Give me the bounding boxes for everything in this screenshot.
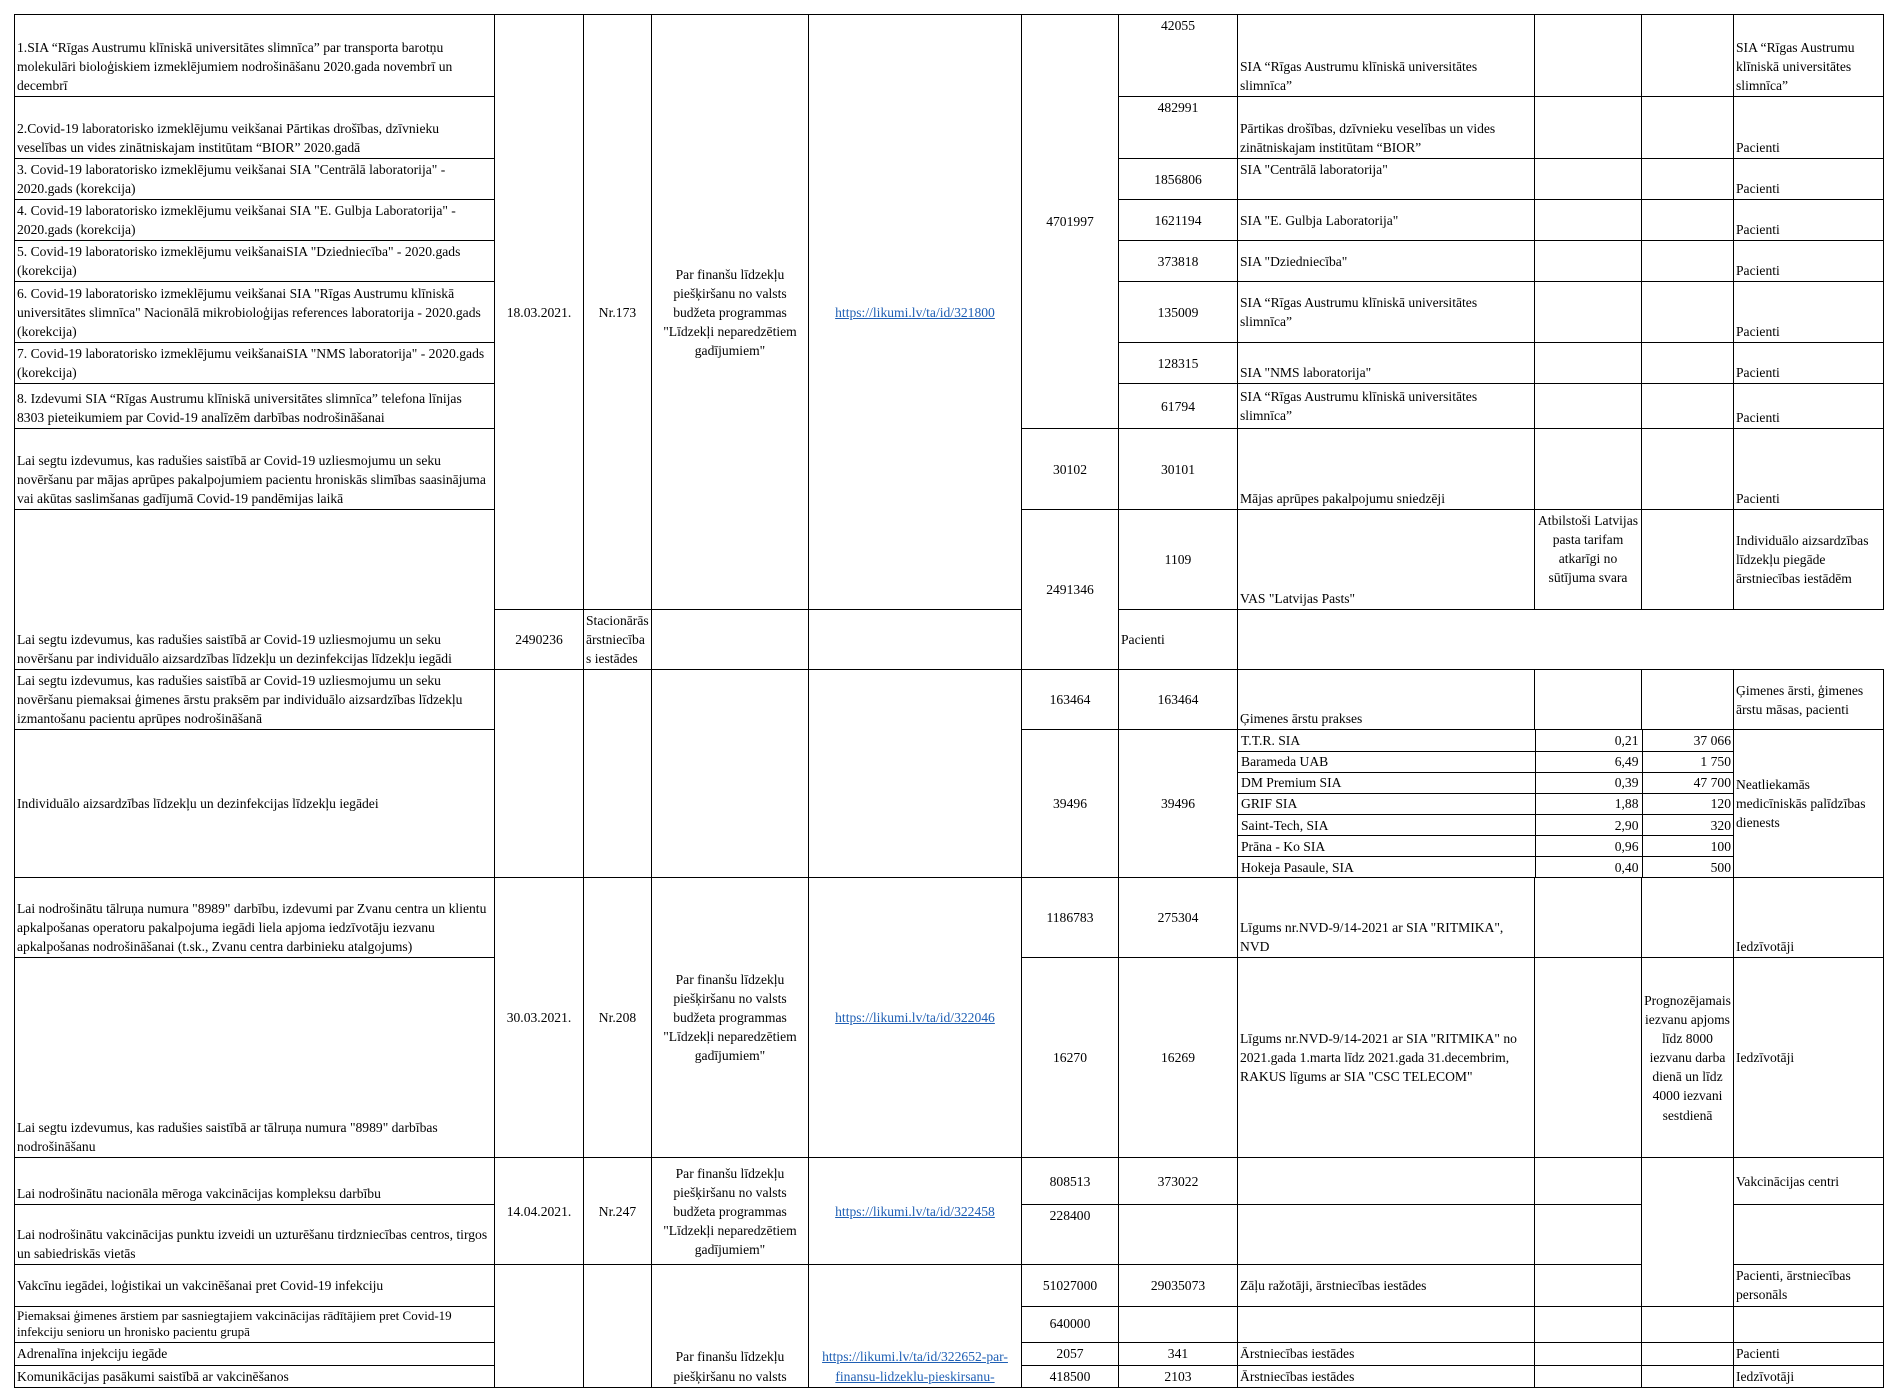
decision-number-cell: Nr.208 [584,878,652,1158]
quantity-cell [1642,282,1734,343]
total-amount-cell: 228400 [1022,1205,1119,1265]
amount-cell: 2103 [1119,1365,1238,1387]
supplier-row [1238,857,1734,878]
table-row [15,1158,1884,1205]
price-cell [1535,878,1642,958]
quantity-cell [809,610,1022,670]
program-cell: Par finanšu līdzekļu piešķiršanu no valsts budžeta programmas "Līdzekļi neparedzētiem gadījumiem" [652,15,809,610]
description-cell: Adrenalīna injekciju iegāde [15,1342,495,1365]
total-amount-cell: 2491346 [1022,510,1119,670]
quantity-cell [1642,510,1734,610]
amount-cell: 61794 [1119,384,1238,429]
supplier-name-cell: Hokeja Pasaule, SIA [1238,857,1535,878]
amount-cell: 1109 [1119,510,1238,610]
amount-cell: 1621194 [1119,200,1238,241]
legal-link-cell [809,1265,1022,1387]
total-amount-cell: 16270 [1022,958,1119,1158]
recipient-cell: SIA "Dziedniecība" [1238,241,1535,282]
supplier-block [1238,730,1734,878]
description-cell: 6. Covid-19 laboratorisko izmeklējumu veikšanai SIA "Rīgas Austrumu klīniskā universitātes slimnīca" Nacionālā mikrobioloģijas references laboratorija - 2020.gads (korekcija) [15,282,495,343]
supplier-list [1238,730,1734,877]
description-cell: Piemaksai ģimenes ārstiem par sasniegtajiem vakcinācijas rādītājiem pret Covid-19 infekciju senioru un hronisko pacientu grupā [15,1306,495,1342]
legal-link-cell [809,670,1022,878]
decision-number-cell: Nr.173 [584,15,652,610]
supplier-quantity-cell: 47 700 [1642,772,1734,793]
price-cell [1535,1342,1642,1365]
supplier-quantity-cell: 120 [1642,793,1734,814]
supplier-name-cell: Saint-Tech, SIA [1238,814,1535,835]
supplier-name-cell: GRIF SIA [1238,793,1535,814]
beneficiary-cell: Pacienti, ārstniecības personāls [1734,1265,1884,1306]
supplier-quantity-cell: 1 750 [1642,751,1734,772]
legal-act-link[interactable]: https://likumi.lv/ta/id/322458 [835,1203,995,1219]
amount-cell: 373818 [1119,241,1238,282]
beneficiary-cell: Pacienti [1734,159,1884,200]
supplier-row [1238,814,1734,835]
description-cell: 5. Covid-19 laboratorisko izmeklējumu veikšanaiSIA "Dziedniecība" - 2020.gads (korekcija) [15,241,495,282]
unit-price-cell: 0,96 [1535,836,1642,857]
quantity-cell [1642,1365,1734,1387]
beneficiary-cell [1734,1306,1884,1342]
supplier-name-cell: Barameda UAB [1238,751,1535,772]
amount-cell: 482991 [1119,97,1238,159]
price-cell [1535,1205,1642,1265]
beneficiary-cell: Individuālo aizsardzības līdzekļu piegāde ārstniecības iestādēm [1734,510,1884,610]
decision-date-cell [495,1265,584,1387]
quantity-cell: Prognozējamais iezvanu apjoms līdz 8000 iezvanu darba dienā un līdz 4000 iezvani sestdienā [1642,958,1734,1158]
beneficiary-cell: Ģimenes ārsti, ģimenes ārstu māsas, pacienti [1734,670,1884,730]
price-cell [1535,429,1642,510]
recipient-cell: Līgums nr.NVD-9/14-2021 ar SIA "RITMIKA" no 2021.gada 1.marta līdz 2021.gada 31.decembrim, RAKUS līgums ar SIA "CSC TELECOM" [1238,958,1535,1158]
program-cell: Par finanšu līdzekļu piešķiršanu no valsts budžeta programmas "Līdzekļi neparedzētiem gadījumiem" [652,1158,809,1265]
unit-price-cell: 6,49 [1535,751,1642,772]
recipient-cell: SIA "NMS laboratorija" [1238,343,1535,384]
table-row [15,1265,1884,1306]
amount-cell: 2490236 [495,610,584,670]
description-cell: Lai segtu izdevumus, kas radušies saistībā ar tālruņa numura "8989" darbības nodrošināšanu [15,958,495,1158]
legal-act-link[interactable]: https://likumi.lv/ta/id/322652-par-finansu-lidzeklu-pieskirsanu- [822,1349,1008,1384]
recipient-cell: Līgums nr.NVD-9/14-2021 ar SIA "RITMIKA", NVD [1238,878,1535,958]
program-cell: Par finanšu līdzekļu piešķiršanu no valsts [652,1265,809,1387]
price-cell [652,610,809,670]
beneficiary-cell: Pacienti [1734,343,1884,384]
total-amount-cell: 30102 [1022,429,1119,510]
description-cell: 4. Covid-19 laboratorisko izmeklējumu veikšanai SIA "E. Gulbja Laboratorija" - 2020.gads (korekcija) [15,200,495,241]
total-amount-cell: 51027000 [1022,1265,1119,1306]
beneficiary-cell: Vakcinācijas centri [1734,1158,1884,1205]
legal-act-link[interactable]: https://likumi.lv/ta/id/322046 [835,1010,995,1026]
quantity-cell [1642,343,1734,384]
quantity-cell [1642,384,1734,429]
beneficiary-cell: Pacienti [1734,241,1884,282]
supplier-quantity-cell: 320 [1642,814,1734,835]
legal-link-cell [809,878,1022,1158]
price-cell [1535,343,1642,384]
description-cell: Individuālo aizsardzības līdzekļu un dezinfekcijas līdzekļu iegādei [15,730,495,878]
description-cell: 1.SIA “Rīgas Austrumu klīniskā universitātes slimnīca” par transporta barotņu molekulāri bioloģiskiem izmeklējumiem nodrošināšanu 2020.gada novembrī un decembrī [15,15,495,97]
beneficiary-cell: Pacienti [1734,429,1884,510]
total-amount-cell: 1186783 [1022,878,1119,958]
supplier-row [1238,772,1734,793]
total-amount-cell: 640000 [1022,1306,1119,1342]
price-cell: Atbilstoši Latvijas pasta tarifam atkarīgi no sūtījuma svara [1535,510,1642,610]
recipient-cell: VAS "Latvijas Pasts" [1238,510,1535,610]
allocation-table [14,14,1884,1388]
quantity-cell [1642,241,1734,282]
legal-link-cell [809,15,1022,610]
price-cell [1535,1265,1642,1306]
recipient-cell: Ģimenes ārstu prakses [1238,670,1535,730]
amount-cell: 163464 [1119,670,1238,730]
supplier-name-cell: Prāna - Ko SIA [1238,836,1535,857]
amount-cell [1119,1205,1238,1265]
beneficiary-cell: Iedzīvotāji [1734,878,1884,958]
recipient-cell: SIA “Rīgas Austrumu klīniskā universitātes slimnīca” [1238,15,1535,97]
quantity-cell [1642,1342,1734,1365]
supplier-row [1238,751,1734,772]
description-cell: Lai nodrošinātu vakcinācijas punktu izveidi un uzturēšanu tirdzniecības centros, tirgos un sabiedriskās vietās [15,1205,495,1265]
amount-cell: 341 [1119,1342,1238,1365]
price-cell [1535,958,1642,1158]
price-cell [1535,1306,1642,1342]
unit-price-cell: 1,88 [1535,793,1642,814]
quantity-cell [1642,15,1734,97]
recipient-cell: Mājas aprūpes pakalpojumu sniedzēji [1238,429,1535,510]
decision-number-cell [584,670,652,878]
description-cell: 8. Izdevumi SIA “Rīgas Austrumu klīniskā universitātes slimnīca” telefona līnijas 8303 pieteikumiem par Covid-19 analīzēm darbības nodrošināšanai [15,384,495,429]
decision-date-cell: 14.04.2021. [495,1158,584,1265]
legal-act-link[interactable]: https://likumi.lv/ta/id/321800 [835,304,995,320]
beneficiary-cell: Pacienti [1734,97,1884,159]
decision-number-cell: Nr.247 [584,1158,652,1265]
supplier-quantity-cell: 37 066 [1642,730,1734,751]
beneficiary-cell: Pacienti [1734,282,1884,343]
quantity-cell [1642,1306,1734,1342]
recipient-cell: SIA “Rīgas Austrumu klīniskā universitātes slimnīca” [1238,384,1535,429]
quantity-cell [1642,159,1734,200]
amount-cell: 135009 [1119,282,1238,343]
amount-cell: 275304 [1119,878,1238,958]
total-amount-cell: 2057 [1022,1342,1119,1365]
description-cell: Komunikācijas pasākumi saistībā ar vakcinēšanos [15,1365,495,1387]
price-cell [1535,670,1642,730]
recipient-cell: Pārtikas drošības, dzīvnieku veselības un vides zinātniskajam institūtam “BIOR” [1238,97,1535,159]
description-cell: 3. Covid-19 laboratorisko izmeklējumu veikšanai SIA "Centrālā laboratorija" - 2020.gads (korekcija) [15,159,495,200]
description-cell: 2.Covid-19 laboratorisko izmeklējumu veikšanai Pārtikas drošības, dzīvnieku veselības un vides zinātniskajam institūtam “BIOR” 2020.gadā [15,97,495,159]
total-amount-cell: 39496 [1022,730,1119,878]
quantity-cell [1642,200,1734,241]
recipient-cell: Zāļu ražotāji, ārstniecības iestādes [1238,1265,1535,1306]
quantity-cell [1642,878,1734,958]
quantity-cell [1642,429,1734,510]
beneficiary-cell [1734,1205,1884,1265]
beneficiary-cell: Iedzīvotāji [1734,1365,1884,1387]
supplier-row [1238,836,1734,857]
amount-cell: 16269 [1119,958,1238,1158]
description-cell: Lai segtu izdevumus, kas radušies saistībā ar Covid-19 uzliesmojumu un seku novēršanu par individuālo aizsardzības līdzekļu un dezinfekcijas līdzekļu iegādi [15,510,495,670]
description-cell: Lai segtu izdevumus, kas radušies saistībā ar Covid-19 uzliesmojumu un seku novēršanu par mājas aprūpes pakalpojumiem pacientu hroniskās slimības saasinājuma vai akūtas saslimšanas gadījumā Covid-19 pandēmijas laikā [15,429,495,510]
table-row [15,15,1884,97]
program-cell: Par finanšu līdzekļu piešķiršanu no valsts budžeta programmas "Līdzekļi neparedzētiem gadījumiem" [652,878,809,1158]
recipient-cell: SIA “Rīgas Austrumu klīniskā universitātes slimnīca” [1238,282,1535,343]
price-cell [1535,200,1642,241]
price-cell [1535,1158,1642,1205]
table-row [15,670,1884,730]
unit-price-cell: 0,39 [1535,772,1642,793]
supplier-row [1238,793,1734,814]
decision-date-cell [495,670,584,878]
supplier-row [1238,730,1734,751]
total-amount-cell: 808513 [1022,1158,1119,1205]
amount-cell: 30101 [1119,429,1238,510]
amount-cell: 128315 [1119,343,1238,384]
description-cell: 7. Covid-19 laboratorisko izmeklējumu veikšanaiSIA "NMS laboratorija" - 2020.gads (korekcija) [15,343,495,384]
beneficiary-cell: Iedzīvotāji [1734,958,1884,1158]
price-cell [1535,97,1642,159]
price-cell [1535,1365,1642,1387]
amount-cell: 373022 [1119,1158,1238,1205]
price-cell [1535,15,1642,97]
supplier-name-cell: DM Premium SIA [1238,772,1535,793]
decision-date-cell: 30.03.2021. [495,878,584,1158]
supplier-quantity-cell: 100 [1642,836,1734,857]
legal-link-cell [809,1158,1022,1265]
amount-cell: 1856806 [1119,159,1238,200]
price-cell [1535,241,1642,282]
total-amount-cell: 163464 [1022,670,1119,730]
supplier-name-cell: T.T.R. SIA [1238,730,1535,751]
beneficiary-cell: Neatliekamās medicīniskās palīdzības dienests [1734,730,1884,878]
supplier-quantity-cell: 500 [1642,857,1734,878]
recipient-cell: Stacionārās ārstniecības iestādes [584,610,652,670]
description-cell: Vakcīnu iegādei, loģistikai un vakcinēšanai pret Covid-19 infekciju [15,1265,495,1306]
amount-cell: 39496 [1119,730,1238,878]
quantity-cell [1642,670,1734,730]
recipient-cell: Ārstniecības iestādes [1238,1365,1535,1387]
decision-number-cell [584,1265,652,1387]
beneficiary-cell: SIA “Rīgas Austrumu klīniskā universitātes slimnīca” [1734,15,1884,97]
unit-price-cell: 0,21 [1535,730,1642,751]
recipient-cell [1238,1158,1535,1205]
quantity-cell [1642,97,1734,159]
recipient-cell [1238,1306,1535,1342]
description-cell: Lai nodrošinātu nacionāla mēroga vakcinācijas kompleksu darbību [15,1158,495,1205]
recipient-cell: Ārstniecības iestādes [1238,1342,1535,1365]
description-cell: Lai segtu izdevumus, kas radušies saistībā ar Covid-19 uzliesmojumu un seku novēršanu piemaksai ģimenes ārstu praksēm par individuālo aizsardzības līdzekļu izmantošanu pacientu aprūpes nodrošināšanā [15,670,495,730]
decision-date-cell: 18.03.2021. [495,15,584,610]
program-cell [652,670,809,878]
price-cell [1535,159,1642,200]
total-amount-cell: 4701997 [1022,15,1119,429]
quantity-cell [1642,1158,1734,1306]
beneficiary-cell: Pacienti [1734,1342,1884,1365]
recipient-cell [1238,1205,1535,1265]
unit-price-cell: 2,90 [1535,814,1642,835]
amount-cell [1119,1306,1238,1342]
description-cell: Lai nodrošinātu tālruņa numura "8989" darbību, izdevumi par Zvanu centra un klientu apkalpošanas operatoru pakalpojuma iegādi liela apjoma iedzīvotāju iezvanu apkalpošanas nodrošināšanai (t.sk., Zvanu centra darbinieku atalgojums) [15,878,495,958]
unit-price-cell: 0,40 [1535,857,1642,878]
beneficiary-cell: Pacienti [1119,610,1238,670]
total-amount-cell: 418500 [1022,1365,1119,1387]
price-cell [1535,282,1642,343]
amount-cell: 42055 [1119,15,1238,97]
amount-cell: 29035073 [1119,1265,1238,1306]
recipient-cell: SIA "Centrālā laboratorija" [1238,159,1535,200]
beneficiary-cell: Pacienti [1734,200,1884,241]
recipient-cell: SIA "E. Gulbja Laboratorija" [1238,200,1535,241]
beneficiary-cell: Pacienti [1734,384,1884,429]
price-cell [1535,384,1642,429]
table-row [15,878,1884,958]
